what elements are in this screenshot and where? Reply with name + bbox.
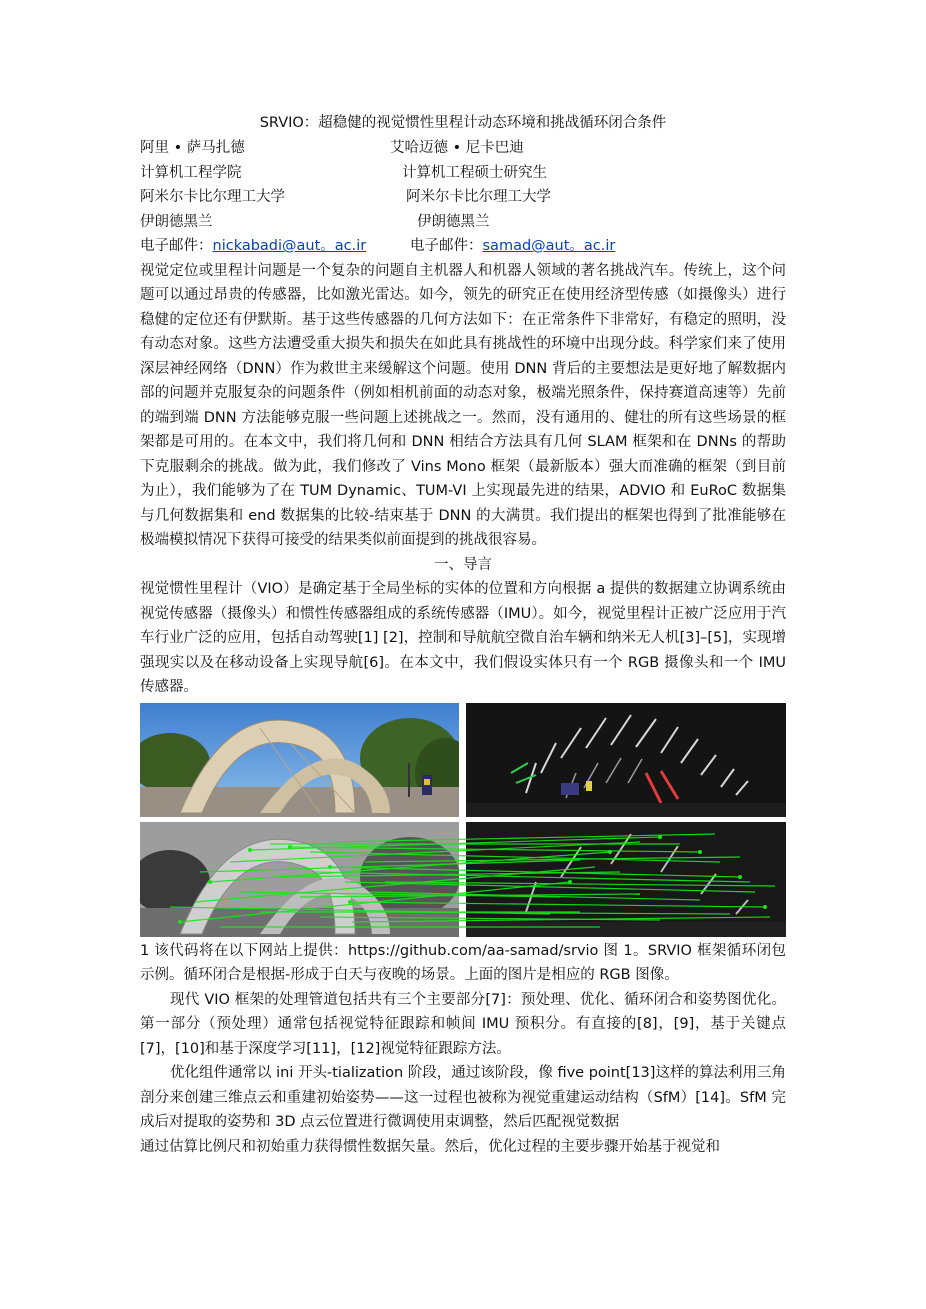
email-right-link[interactable]: samad@aut。ac.ir (482, 238, 616, 254)
email-left-link[interactable]: nickabadi@aut。ac.ir (212, 238, 367, 254)
figure-day-gray-image (140, 822, 459, 937)
author-left-name: 阿里 • 萨马扎德 (140, 140, 245, 156)
author-row (140, 210, 786, 235)
section-heading: 一、导言 (434, 556, 492, 573)
email-left-label: 电子邮件： (140, 238, 213, 254)
author-right-name: 艾哈迈德 • 尼卡巴迪 (390, 140, 524, 156)
email-right-label: 电子邮件： (410, 238, 483, 254)
email-left (140, 234, 366, 259)
figure-night-rgb-image (466, 703, 786, 817)
intro-paragraph: 视觉惯性里程计（VIO）是确定基于全局坐标的实体的位置和方向根据 a 提供的数据建立协调系统由视觉传感器（摄像头）和惯性传感器组成的系统传感器（IMU）。如今，视觉里程计正被广泛应用于汽车行业广泛的应用，包括自动驾驶[1] [2]，控制和导航航空微自治车辆和纳米无人机[3]–[5]，实现增强现实以及在移动设备上实现导航[6]。在本文中，我们假设实体只有一个 RGB 摄像头和一个 IMU 传感器。 (140, 581, 786, 695)
author-left-dept: 计算机工程学院 (140, 164, 242, 181)
author-row (140, 136, 786, 161)
figure-1 (140, 703, 786, 937)
author-email-row (140, 234, 786, 259)
author-row (140, 161, 786, 186)
paper-page (140, 110, 786, 1159)
abstract-text: 视觉定位或里程计问题是一个复杂的问题自主机器人和机器人领域的著名挑战汽车。传统上，这个问题可以通过昂贵的传感器，比如激光雷达。如今，领先的研究正在使用经济型传感（如摄像头）进行稳健的定位还有伊默斯。基于这些传感器的几何方法如下：在正常条件下非常好，有稳定的照明，没有动态对象。这些方法遭受重大损失和损失在如此具有挑战性的环境中出现分歧。科学家们来了使用深层神经网络（DNN）作为救世主来缓解这个问题。使用 DNN 背后的主要想法是更好地了解数据内部的问题并克服复杂的问题条件（例如相机前面的动态对象，极端光照条件，保持赛道高速等）先前的端到端 DNN 方法能够克服一些问题上述挑战之一。然而，没有通用的、健壮的所有这些场景的框架都是可用的。在本文中，我们将几何和 DNN 相结合方法具有几何 SLAM 框架和在 DNNs 的帮助下克服剩余的挑战。做为此，我们修改了 Vins Mono 框架（最新版本）强大而准确的框架（到目前为止），我们能够为了在 TUM Dynamic、TUM-VI 上实现最先进的结果，ADVIO 和 EuRoC 数据集与几何数据集和 end 数据集的比较-结束基于 DNN 的大满贯。我们提出的框架也得到了批准能够在极端模拟情况下获得可接受的结果类似前面提到的挑战很容易。 (140, 262, 786, 548)
author-right-dept: 计算机工程硕士研究生 (402, 164, 547, 181)
body-paragraph: 通过估算比例尺和初始重力获得惯性数据矢量。然后，优化过程的主要步骤开始基于视觉和 (140, 1138, 720, 1155)
figure-night-gray-image (466, 822, 786, 937)
body-paragraph: 现代 VIO 框架的处理管道包括共有三个主要部分[7]：预处理、优化、循环闭合和姿势图优化。第一部分（预处理）通常包括视觉特征跟踪和帧间 IMU 预积分。有直接的[8]，[9]，基于关键点[7]，[10]和基于深度学习[11]，[12]视觉特征跟踪方法。 (140, 991, 786, 1057)
author-row (140, 185, 786, 210)
email-right (410, 234, 615, 259)
author-left-university: 阿米尔卡比尔理工大学 (140, 189, 285, 205)
body-paragraph: 优化组件通常以 ini 开头-tialization 阶段，通过该阶段，像 five point[13]这样的算法利用三角剖分来创建三维点云和重建初始姿势——这一过程也被称为视觉重建运动结构（SfM）[14]。SfM 完成后对提取的姿势和 3D 点云位置进行微调使用束调整，然后匹配视觉数据 (140, 1065, 786, 1130)
author-left-location: 伊朗德黑兰 (140, 213, 213, 230)
author-right-university: 阿米尔卡比尔理工大学 (406, 189, 551, 205)
author-right-location: 伊朗德黑兰 (417, 213, 490, 230)
paper-title: SRVIO：超稳健的视觉惯性里程计动态环境和挑战循环闭合条件 (259, 115, 667, 131)
figure-day-rgb-image (140, 703, 459, 817)
figure-caption: 1 该代码将在以下网站上提供：https://github.com/aa-samad/srvio 图 1。SRVIO 框架循环闭包示例。循环闭合是根据-形成于白天与夜晚的场景。上面的图片是相应的 RGB 图像。 (140, 942, 786, 983)
